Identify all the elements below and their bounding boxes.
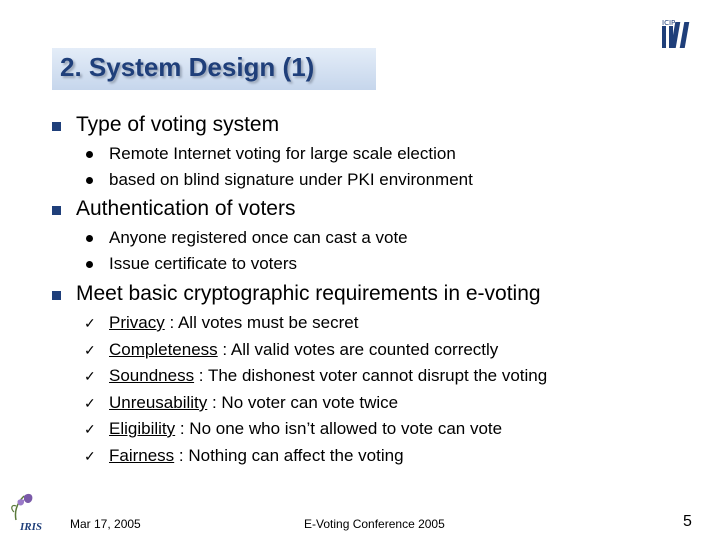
page-number: 5: [683, 513, 692, 530]
sub-bullet-icon: [86, 261, 93, 268]
check-icon: ✓: [84, 342, 96, 358]
requirement-item: [109, 419, 502, 439]
section-bullet-icon: [52, 291, 61, 300]
section-bullet-icon: [52, 122, 61, 131]
requirement-desc: : No voter can vote twice: [207, 393, 399, 412]
sub-item: Remote Internet voting for large scale election: [109, 144, 456, 163]
sub-bullet-icon: [86, 151, 93, 158]
section-heading: Authentication of voters: [76, 197, 296, 220]
icip-logo: [660, 18, 696, 52]
requirement-desc: : All votes must be secret: [164, 313, 359, 332]
footer-date: Mar 17, 2005: [70, 517, 141, 531]
sub-item: Anyone registered once can cast a vote: [109, 228, 408, 247]
section-heading: Type of voting system: [76, 113, 280, 136]
requirement-desc: : Nothing can affect the voting: [174, 446, 404, 465]
requirement-item: [109, 366, 547, 386]
requirement-item: [109, 340, 498, 360]
sub-bullet-icon: [86, 235, 93, 242]
check-icon: ✓: [84, 368, 96, 384]
sub-bullet-icon: [86, 177, 93, 184]
requirement-term: Privacy: [109, 313, 165, 332]
footer-conference: E-Voting Conference 2005: [304, 517, 445, 531]
check-icon: ✓: [84, 395, 96, 411]
requirement-term: Soundness: [109, 366, 195, 385]
check-icon: ✓: [84, 315, 96, 331]
check-icon: ✓: [84, 421, 96, 437]
check-icon: ✓: [84, 448, 96, 464]
requirement-term: Eligibility: [109, 419, 176, 438]
requirement-desc: : All valid votes are counted correctly: [217, 340, 499, 359]
sub-item: Issue certificate to voters: [109, 254, 298, 273]
section-heading: Meet basic cryptographic requirements in e-voting: [76, 282, 541, 305]
sub-item: based on blind signature under PKI environment: [109, 170, 473, 189]
slide-title: 2. System Design (1): [60, 52, 315, 82]
section-bullet-icon: [52, 206, 61, 215]
requirement-term: Unreusability: [109, 393, 208, 412]
requirement-desc: : No one who isn’t allowed to vote can vote: [175, 419, 503, 438]
requirement-item: [109, 313, 358, 333]
requirement-item: [109, 446, 404, 466]
requirement-term: Fairness: [109, 446, 175, 465]
requirement-term: Completeness: [109, 340, 218, 359]
requirement-desc: : The dishonest voter cannot disrupt the voting: [194, 366, 548, 385]
icip-logo-text: ICIP: [662, 19, 676, 27]
iris-logo-text: IRIS: [20, 521, 43, 533]
iris-logo: [4, 490, 64, 534]
requirement-item: [109, 393, 398, 413]
